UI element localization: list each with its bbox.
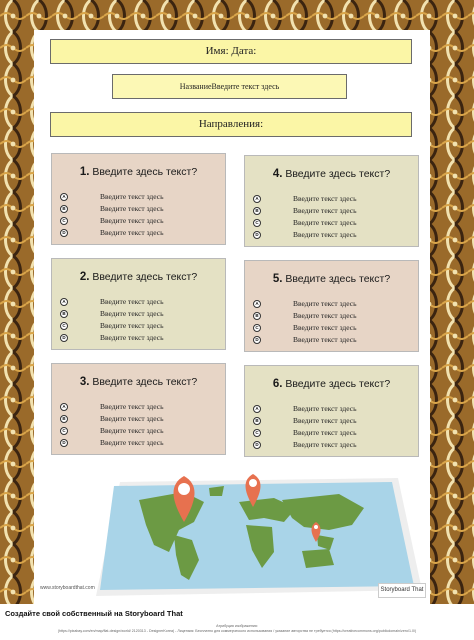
question-title[interactable]: 5. Введите здесь текст? [272, 273, 391, 285]
radio-c[interactable]: C [60, 217, 68, 225]
option-text: Введите текст здесь [100, 438, 164, 447]
option-text: Введите текст здесь [100, 216, 164, 225]
world-map-icon [34, 30, 430, 604]
option-text: Введите текст здесь [293, 299, 357, 308]
radio-c[interactable]: C [253, 429, 261, 437]
radio-b[interactable]: B [253, 207, 261, 215]
radio-a[interactable]: A [253, 195, 261, 203]
radio-d[interactable]: D [253, 231, 261, 239]
option-text: Введите текст здесь [293, 194, 357, 203]
option-text: Введите текст здесь [293, 416, 357, 425]
radio-c[interactable]: C [60, 427, 68, 435]
option-text: Введите текст здесь [100, 402, 164, 411]
radio-b[interactable]: B [60, 415, 68, 423]
radio-b[interactable]: B [60, 205, 68, 213]
radio-a[interactable]: A [253, 405, 261, 413]
radio-c[interactable]: C [253, 219, 261, 227]
radio-a[interactable]: A [60, 193, 68, 201]
question-title[interactable]: 4. Введите здесь текст? [272, 168, 391, 180]
option-text: Введите текст здесь [293, 230, 357, 239]
question-title[interactable]: 1. Введите здесь текст? [79, 166, 198, 178]
option-text: Введите текст здесь [100, 228, 164, 237]
attribution: Атрибуция изображения: (https://pixabay.com/en/map/flat-design/world/ 2120313 - DesignerKorea) - Лицензия: Бесплатно для коммерческого использования / указание авторства не требуется (https://creativecommons.org/publicdomain/zero/1.0/) [57, 624, 417, 633]
option-text: Введите текст здесь [100, 309, 164, 318]
title-field[interactable]: НазваниеВведите текст здесь [112, 74, 347, 99]
radio-b[interactable]: B [60, 310, 68, 318]
option-text: Введите текст здесь [293, 311, 357, 320]
option-text: Введите текст здесь [100, 192, 164, 201]
radio-a[interactable]: A [60, 298, 68, 306]
option-text: Введите текст здесь [100, 297, 164, 306]
option-text: Введите текст здесь [293, 206, 357, 215]
option-text: Введите текст здесь [293, 404, 357, 413]
option-text: Введите текст здесь [293, 323, 357, 332]
directions-field[interactable]: Направления: [50, 112, 412, 137]
watermark: www.storyboardthat.com [40, 585, 95, 591]
radio-d[interactable]: D [253, 441, 261, 449]
radio-d[interactable]: D [60, 334, 68, 342]
radio-a[interactable]: A [253, 300, 261, 308]
question-title[interactable]: 2. Введите здесь текст? [79, 271, 198, 283]
radio-c[interactable]: C [60, 322, 68, 330]
option-text: Введите текст здесь [100, 426, 164, 435]
worksheet [34, 30, 430, 604]
footer-title[interactable]: Создайте свой собственный на Storyboard That [5, 609, 183, 618]
option-text: Введите текст здесь [100, 204, 164, 213]
option-text: Введите текст здесь [100, 333, 164, 342]
radio-c[interactable]: C [253, 324, 261, 332]
radio-d[interactable]: D [253, 336, 261, 344]
option-text: Введите текст здесь [100, 321, 164, 330]
radio-d[interactable]: D [60, 439, 68, 447]
option-text: Введите текст здесь [293, 335, 357, 344]
option-text: Введите текст здесь [100, 414, 164, 423]
option-text: Введите текст здесь [293, 440, 357, 449]
storyboard-logo[interactable]: Storyboard That [378, 583, 426, 598]
radio-b[interactable]: B [253, 417, 261, 425]
radio-b[interactable]: B [253, 312, 261, 320]
name-date-field[interactable]: Имя: Дата: [50, 39, 412, 64]
question-title[interactable]: 3. Введите здесь текст? [79, 376, 198, 388]
option-text: Введите текст здесь [293, 218, 357, 227]
question-title[interactable]: 6. Введите здесь текст? [272, 378, 391, 390]
radio-d[interactable]: D [60, 229, 68, 237]
radio-a[interactable]: A [60, 403, 68, 411]
option-text: Введите текст здесь [293, 428, 357, 437]
